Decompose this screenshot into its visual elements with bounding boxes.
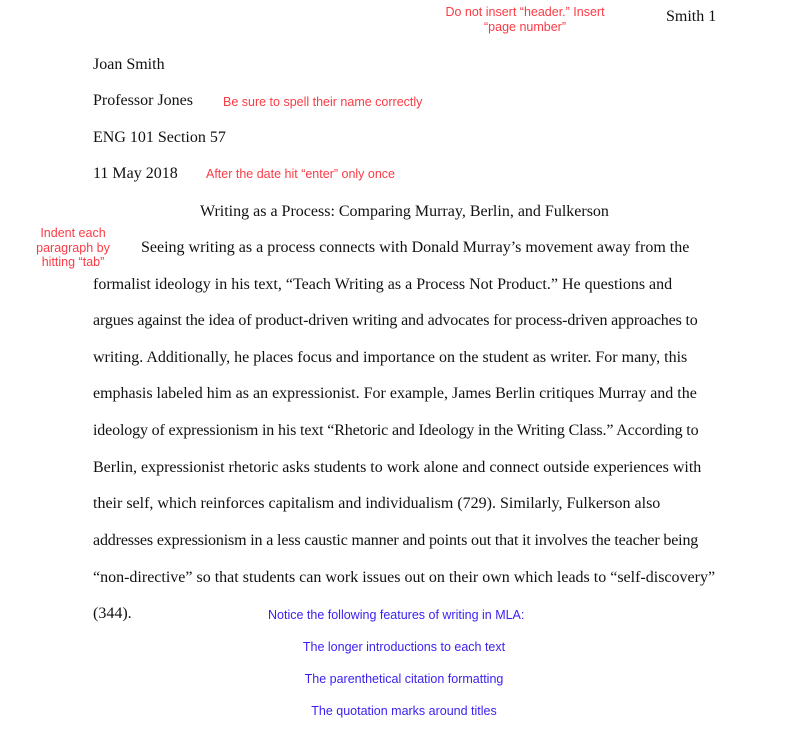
header-annotation-line2: “page number” — [484, 20, 566, 34]
indent-annotation — [28, 226, 118, 270]
body-line: addresses expressionism in a less caustic manner and points out that it involves the teacher being — [93, 532, 699, 549]
body-line: their self, which reinforces capitalism and individualism (729). Similarly, Fulkerson also — [93, 495, 661, 512]
mla-note-item: The longer introductions to each text — [302, 640, 506, 654]
indent-annotation-line3: hitting “tab” — [41, 255, 105, 269]
page-number-header: Smith 1 — [666, 8, 717, 25]
course-info: ENG 101 Section 57 — [93, 129, 226, 146]
body-line: emphasis labeled him as an expressionist. For example, James Berlin critiques Murray and the — [93, 385, 697, 402]
professor-annotation: Be sure to spell their name correctly — [223, 95, 423, 109]
mla-notes-heading: Notice the following features of writing in MLA: — [268, 608, 525, 622]
student-name: Joan Smith — [93, 56, 165, 73]
indent-annotation-line1: Indent each — [40, 226, 106, 240]
header-annotation-line1: Do not insert “header.” Insert — [445, 5, 605, 19]
body-line: writing. Additionally, he places focus and importance on the student as writer. For many, this — [93, 349, 688, 366]
body-line: Seeing writing as a process connects with Donald Murray’s movement away from the — [141, 239, 690, 256]
paper-title: Writing as a Process: Comparing Murray, Berlin, and Fulkerson — [200, 203, 609, 220]
mla-note-item: The quotation marks around titles — [311, 704, 497, 718]
body-line: formalist ideology in his text, “Teach Writing as a Process Not Product.” He questions and — [93, 276, 673, 293]
body-line: “non-directive” so that students can work issues out on their own which leads to “self-discovery” — [93, 569, 716, 586]
professor-name: Professor Jones — [93, 92, 193, 109]
body-line: Berlin, expressionist rhetoric asks students to work alone and connect outside experiences with — [93, 459, 702, 476]
body-line: (344). — [93, 605, 132, 622]
date: 11 May 2018 — [93, 165, 178, 182]
mla-note-item: The parenthetical citation formatting — [304, 672, 504, 686]
date-annotation: After the date hit “enter” only once — [206, 167, 395, 181]
indent-annotation-line2: paragraph by — [36, 240, 110, 255]
body-line: argues against the idea of product-driven writing and advocates for process-driven approaches to — [93, 312, 698, 329]
header-annotation — [432, 5, 618, 35]
body-line: ideology of expressionism in his text “Rhetoric and Ideology in the Writing Class.” According to — [93, 422, 699, 439]
